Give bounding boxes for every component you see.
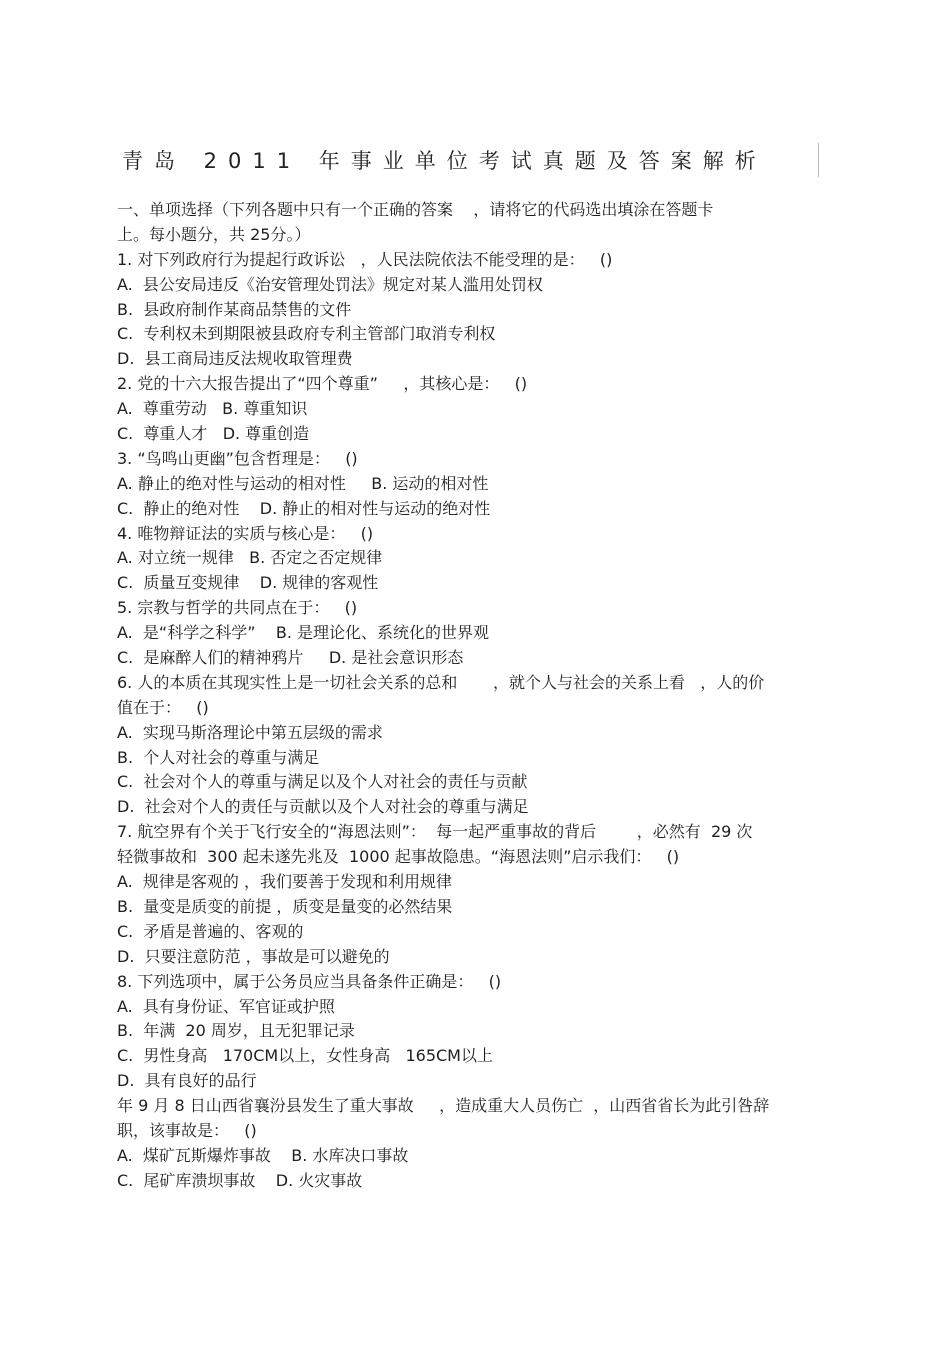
q3-options-cd: C. 静止的绝对性 D. 静止的相对性与运动的绝对性 [117,498,491,518]
q4-options-cd: C. 质量互变规律 D. 规律的客观性 [117,573,379,593]
q6-option-d: D. 社会对个人的责任与贡献以及个人对社会的尊重与满足 [117,797,529,817]
question-2: 2. 党的十六大报告提出了“四个尊重” ，其核心是： () [117,374,528,394]
q1-option-c: C. 专利权未到期限被县政府专利主管部门取消专利权 [117,324,496,344]
document-body [117,198,817,1194]
q7-option-b: B. 量变是质变的前提 ，质变是量变的必然结果 [117,896,453,916]
q1-option-a: A. 县公安局违反《治安管理处罚法》规定对某人滥用处罚权 [117,274,543,294]
q7-option-c: C. 矛盾是普遍的、客观的 [117,921,304,941]
question-3: 3. “鸟鸣山更幽”包含哲理是： () [117,448,358,468]
question-6: 6. 人的本质在其现实性上是一切社会关系的总和 ，就个人与社会的关系上看 ，人的价 [117,672,765,692]
q8-option-a: A. 具有身份证、军官证或护照 [117,996,335,1016]
q3-options-ab: A. 静止的绝对性与运动的相对性 B. 运动的相对性 [117,473,489,493]
question-4: 4. 唯物辩证法的实质与核心是： () [117,523,374,543]
section-heading-cont: 上。每小题分，共 25分。） [117,224,311,244]
q7-option-d: D. 只要注意防范 ，事故是可以避免的 [117,946,390,966]
q1-option-b: B. 县政府制作某商品禁售的文件 [117,299,352,319]
q6-option-c: C. 社会对个人的尊重与满足以及个人对社会的责任与贡献 [117,772,528,792]
question-9-cont: 职，该事故是： () [117,1120,257,1140]
q5-options-cd: C. 是麻醉人们的精神鸦片 D. 是社会意识形态 [117,648,464,668]
section-heading: 一、单项选择（下列各题中只有一个正确的答案 ，请将它的代码选出填涂在答题卡 [117,200,714,219]
question-7-cont: 轻微事故和 300 起未遂先兆及 1000 起事故隐患。“海恩法则”启示我们： () [117,847,680,867]
q1-option-d: D. 县工商局违反法规收取管理费 [117,349,353,369]
q2-options-ab: A. 尊重劳动 B. 尊重知识 [117,399,308,419]
q6-option-b: B. 个人对社会的尊重与满足 [117,747,320,767]
question-8: 8. 下列选项中，属于公务员应当具备条件正确是： () [117,971,502,991]
q8-option-b: B. 年满 20 周岁，且无犯罪记录 [117,1021,355,1041]
q7-option-a: A. 规律是客观的 ，我们要善于发现和利用规律 [117,872,453,892]
question-1: 1. 对下列政府行为提起行政诉讼 ，人民法院依法不能受理的是： () [117,249,613,269]
question-9: 年 9 月 8 日山西省襄汾县发生了重大事故 ，造成重大人员伤亡 ，山西省省长为此引咎辞 [117,1096,770,1116]
q8-option-c: C. 男性身高 170CM以上，女性身高 165CM以上 [117,1046,493,1066]
question-7: 7. 航空界有个关于飞行安全的“海恩法则”： 每一起严重事故的背后 ，必然有 29 次 [117,822,753,842]
q9-options-ab: A. 煤矿瓦斯爆炸事故 B. 水库决口事故 [117,1145,409,1165]
q8-option-d: D. 具有良好的品行 [117,1071,257,1091]
q2-options-cd: C. 尊重人才 D. 尊重创造 [117,424,310,444]
question-6-cont: 值在于： () [117,697,209,717]
q4-options-ab: A. 对立统一规律 B. 否定之否定规律 [117,548,383,568]
q5-options-ab: A. 是“科学之科学” B. 是理论化、系统化的世界观 [117,623,489,643]
q6-option-a: A. 实现马斯洛理论中第五层级的需求 [117,722,383,742]
question-5: 5. 宗教与哲学的共同点在于： () [117,598,358,618]
q9-options-cd: C. 尾矿库溃坝事故 D. 火灾事故 [117,1170,363,1190]
title-divider [818,143,819,177]
document-title: 青岛 2011 年事业单位考试真题及答案解析 [122,149,767,173]
